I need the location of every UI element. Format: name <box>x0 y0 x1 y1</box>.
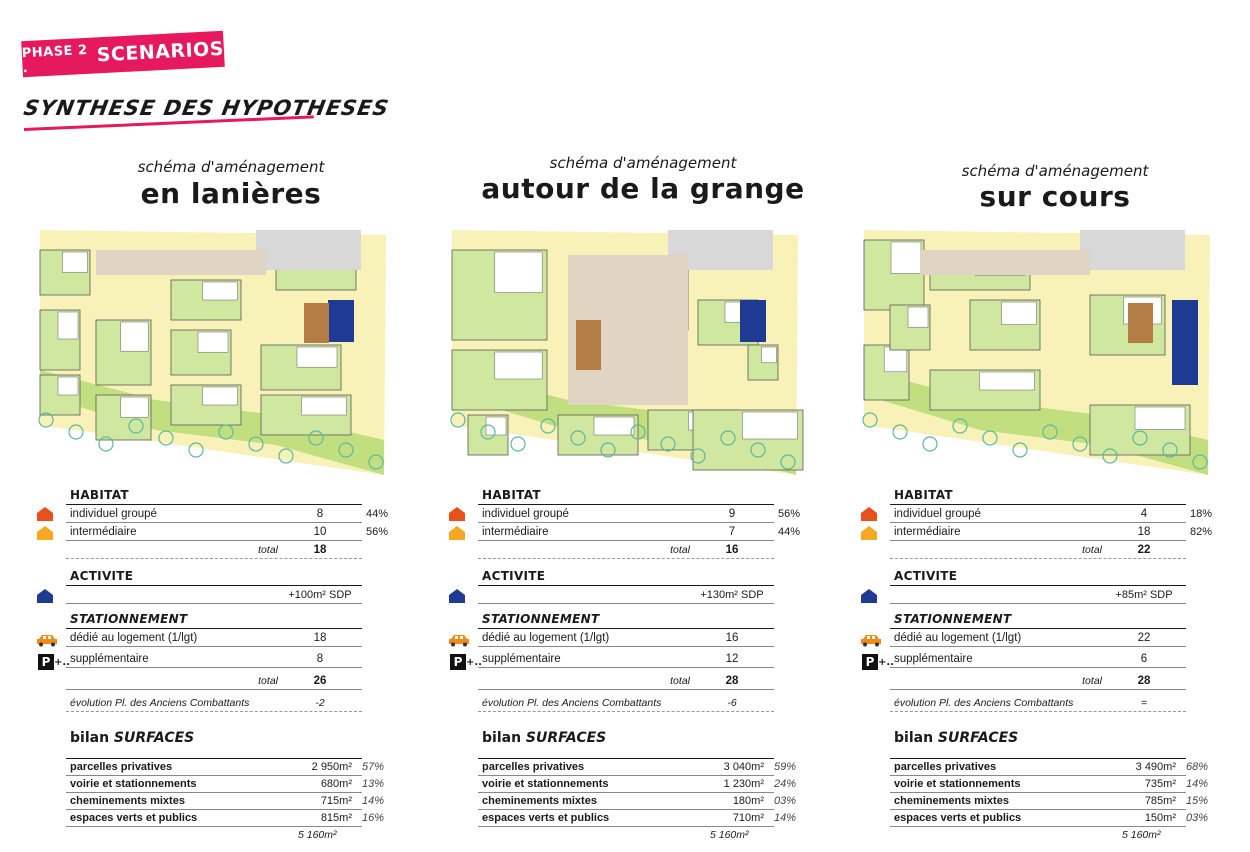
total-label: total <box>670 675 690 687</box>
car-icon <box>448 633 470 647</box>
scenario-column-3 <box>860 150 1250 852</box>
row-value: 680m² <box>320 778 352 790</box>
surface-parcelles-row <box>66 759 385 776</box>
stationnement-supplementaire-row <box>890 651 1186 668</box>
evolution-row <box>478 695 774 712</box>
row-value: 8 <box>316 508 324 520</box>
row-value: 18 <box>313 632 327 644</box>
rule <box>66 628 362 629</box>
surface-total: 5 160m² <box>298 829 337 841</box>
stationnement-total-row <box>478 673 774 690</box>
house-icon-groupe <box>448 506 466 522</box>
row-value: 6 <box>1140 653 1148 665</box>
activite-row <box>66 587 362 604</box>
site-plan <box>448 225 838 485</box>
surface-total: 5 160m² <box>710 829 749 841</box>
phase-tag <box>21 31 225 78</box>
row-value: 4 <box>1140 508 1148 520</box>
car-icon <box>860 633 882 647</box>
bilan-prefix: bilan <box>894 730 934 746</box>
row-label: évolution Pl. des Anciens Combattants <box>894 697 1074 709</box>
row-percent: 82% <box>1190 526 1213 538</box>
activite-value: +100m² SDP <box>288 589 352 601</box>
habitat-total-row <box>890 542 1186 559</box>
row-value: 1 230m² <box>723 778 764 790</box>
total-value: 28 <box>1137 675 1151 687</box>
parking-extra-icon: +.. <box>466 657 482 668</box>
row-value: 150m² <box>1144 812 1176 824</box>
surface-voirie-row <box>890 776 1209 793</box>
house-icon-groupe <box>860 506 878 522</box>
row-value: 22 <box>1137 632 1151 644</box>
row-value: -2 <box>315 697 325 709</box>
total-label: total <box>670 544 690 556</box>
activite-heading: ACTIVITE <box>894 569 958 583</box>
row-label: individuel groupé <box>70 508 157 520</box>
row-value: 8 <box>316 653 324 665</box>
row-percent: 59% <box>774 761 797 773</box>
total-label: total <box>258 544 278 556</box>
row-percent: 14% <box>774 812 797 824</box>
row-value: 735m² <box>1144 778 1176 790</box>
row-percent: 57% <box>362 761 385 773</box>
scenario-column-2 <box>448 150 838 852</box>
row-label: espaces verts et publics <box>70 812 198 824</box>
scenario-column-1 <box>36 150 426 852</box>
row-percent: 44% <box>778 526 801 538</box>
rule <box>890 504 1186 505</box>
row-percent: 15% <box>1186 795 1209 807</box>
surface-total: 5 160m² <box>1122 829 1161 841</box>
row-label: espaces verts et publics <box>894 812 1022 824</box>
stationnement-total-row <box>890 673 1186 690</box>
row-label: individuel groupé <box>894 508 981 520</box>
bilan-prefix: bilan <box>482 730 522 746</box>
row-value: 10 <box>313 526 327 538</box>
site-plan <box>860 225 1250 485</box>
stationnement-heading: STATIONNEMENT <box>482 612 600 626</box>
row-percent: 16% <box>362 812 385 824</box>
surface-parcelles-row <box>478 759 797 776</box>
row-percent: 03% <box>1186 812 1209 824</box>
total-value: 28 <box>725 675 739 687</box>
row-value: = <box>1140 697 1148 709</box>
activite-heading: ACTIVITE <box>482 569 546 583</box>
row-percent: 68% <box>1186 761 1209 773</box>
stationnement-supplementaire-row <box>478 651 774 668</box>
total-value: 16 <box>725 544 739 556</box>
row-value: 180m² <box>732 795 764 807</box>
scheme-title: en lanières <box>140 177 322 210</box>
house-icon-intermediaire <box>448 525 466 541</box>
parking-extra-icon: +.. <box>54 657 70 668</box>
row-percent: 18% <box>1190 508 1213 520</box>
total-value: 18 <box>313 544 327 556</box>
rule <box>66 504 362 505</box>
row-value: 12 <box>725 653 739 665</box>
row-value: 7 <box>728 526 736 538</box>
evolution-row <box>890 695 1186 712</box>
row-label: supplémentaire <box>70 653 149 665</box>
surface-cheminements-row <box>66 793 385 810</box>
surface-parcelles-row <box>890 759 1209 776</box>
stationnement-dedie-row <box>66 630 362 647</box>
total-value: 26 <box>313 675 327 687</box>
scheme-subtitle: schéma d'aménagement <box>961 162 1149 180</box>
house-icon-groupe <box>36 506 54 522</box>
row-value: 3 040m² <box>723 761 764 773</box>
rule <box>66 585 362 586</box>
activity-icon <box>860 588 878 604</box>
habitat-heading: HABITAT <box>70 488 129 502</box>
row-label: parcelles privatives <box>482 761 585 773</box>
car-icon <box>36 633 58 647</box>
row-label: voirie et stationnements <box>894 778 1021 790</box>
total-value: 22 <box>1137 544 1151 556</box>
surface-voirie-row <box>66 776 385 793</box>
activity-icon <box>36 588 54 604</box>
surface-espaces-row <box>66 810 385 827</box>
habitat-intermediaire-row <box>478 524 801 541</box>
activite-heading: ACTIVITE <box>70 569 134 583</box>
house-icon-intermediaire <box>36 525 54 541</box>
row-percent: 56% <box>366 526 389 538</box>
habitat-heading: HABITAT <box>894 488 953 502</box>
row-percent: 13% <box>362 778 385 790</box>
row-label: évolution Pl. des Anciens Combattants <box>70 697 250 709</box>
bilan-word: SURFACES <box>937 730 1019 746</box>
row-percent: 14% <box>362 795 385 807</box>
row-value: 18 <box>1137 526 1151 538</box>
row-label: dédié au logement (1/lgt) <box>894 632 1022 644</box>
row-label: individuel groupé <box>482 508 569 520</box>
row-label: dédié au logement (1/lgt) <box>70 632 198 644</box>
house-icon-intermediaire <box>860 525 878 541</box>
habitat-heading: HABITAT <box>482 488 541 502</box>
row-percent: 56% <box>778 508 801 520</box>
habitat-total-row <box>478 542 774 559</box>
rule <box>478 585 774 586</box>
site-plan <box>36 225 426 485</box>
rule <box>890 585 1186 586</box>
surface-cheminements-row <box>478 793 797 810</box>
row-value: 9 <box>728 508 736 520</box>
total-label: total <box>1082 544 1102 556</box>
bilan-word: SURFACES <box>113 730 195 746</box>
row-percent: 03% <box>774 795 797 807</box>
bilan-heading <box>482 730 606 746</box>
row-label: espaces verts et publics <box>482 812 610 824</box>
row-value: 3 490m² <box>1135 761 1176 773</box>
activite-value: +130m² SDP <box>700 589 764 601</box>
rule <box>478 628 774 629</box>
row-label: voirie et stationnements <box>70 778 197 790</box>
row-value: 710m² <box>732 812 764 824</box>
habitat-total-row <box>66 542 362 559</box>
habitat-individuel-row <box>890 506 1213 523</box>
surface-espaces-row <box>890 810 1209 827</box>
row-value: 815m² <box>320 812 352 824</box>
row-value: 715m² <box>320 795 352 807</box>
habitat-individuel-row <box>66 506 389 523</box>
row-label: évolution Pl. des Anciens Combattants <box>482 697 662 709</box>
row-label: parcelles privatives <box>894 761 997 773</box>
habitat-individuel-row <box>478 506 801 523</box>
page-title: SYNTHESE DES HYPOTHESES <box>21 96 392 120</box>
row-label: cheminements mixtes <box>482 795 597 807</box>
scheme-title: sur cours <box>979 180 1131 213</box>
phase-prefix: PHASE 2 . <box>21 42 88 76</box>
total-label: total <box>258 675 278 687</box>
rule <box>890 628 1186 629</box>
surface-espaces-row <box>478 810 797 827</box>
row-label: intermédiaire <box>482 526 549 538</box>
stationnement-supplementaire-row <box>66 651 362 668</box>
activite-row <box>478 587 774 604</box>
row-label: intermédiaire <box>894 526 961 538</box>
row-value: 2 950m² <box>311 761 352 773</box>
activite-value: +85m² SDP <box>1115 589 1173 601</box>
bilan-heading <box>894 730 1018 746</box>
row-label: cheminements mixtes <box>894 795 1009 807</box>
phase-name: SCENARIOS <box>96 37 225 67</box>
parking-icon: P <box>38 654 54 670</box>
rule <box>478 504 774 505</box>
activite-row <box>890 587 1186 604</box>
habitat-intermediaire-row <box>66 524 389 541</box>
stationnement-dedie-row <box>478 630 774 647</box>
row-value: -6 <box>727 697 737 709</box>
parking-extra-icon: +.. <box>878 657 894 668</box>
surface-cheminements-row <box>890 793 1209 810</box>
surface-voirie-row <box>478 776 797 793</box>
scheme-title: autour de la grange <box>481 172 805 205</box>
parking-icon: P <box>450 654 466 670</box>
bilan-heading <box>70 730 194 746</box>
row-value: 16 <box>725 632 739 644</box>
row-percent: 44% <box>366 508 389 520</box>
row-percent: 24% <box>774 778 797 790</box>
total-label: total <box>1082 675 1102 687</box>
stationnement-heading: STATIONNEMENT <box>70 612 188 626</box>
bilan-prefix: bilan <box>70 730 110 746</box>
row-value: 785m² <box>1144 795 1176 807</box>
row-label: dédié au logement (1/lgt) <box>482 632 610 644</box>
row-label: voirie et stationnements <box>482 778 609 790</box>
habitat-intermediaire-row <box>890 524 1213 541</box>
stationnement-dedie-row <box>890 630 1186 647</box>
row-label: cheminements mixtes <box>70 795 185 807</box>
scheme-subtitle: schéma d'aménagement <box>549 154 737 172</box>
row-label: parcelles privatives <box>70 761 173 773</box>
scheme-subtitle: schéma d'aménagement <box>137 158 325 176</box>
stationnement-heading: STATIONNEMENT <box>894 612 1012 626</box>
bilan-word: SURFACES <box>525 730 607 746</box>
evolution-row <box>66 695 362 712</box>
row-label: supplémentaire <box>482 653 561 665</box>
activity-icon <box>448 588 466 604</box>
parking-icon: P <box>862 654 878 670</box>
row-label: intermédiaire <box>70 526 137 538</box>
row-label: supplémentaire <box>894 653 973 665</box>
row-percent: 14% <box>1186 778 1209 790</box>
stationnement-total-row <box>66 673 362 690</box>
